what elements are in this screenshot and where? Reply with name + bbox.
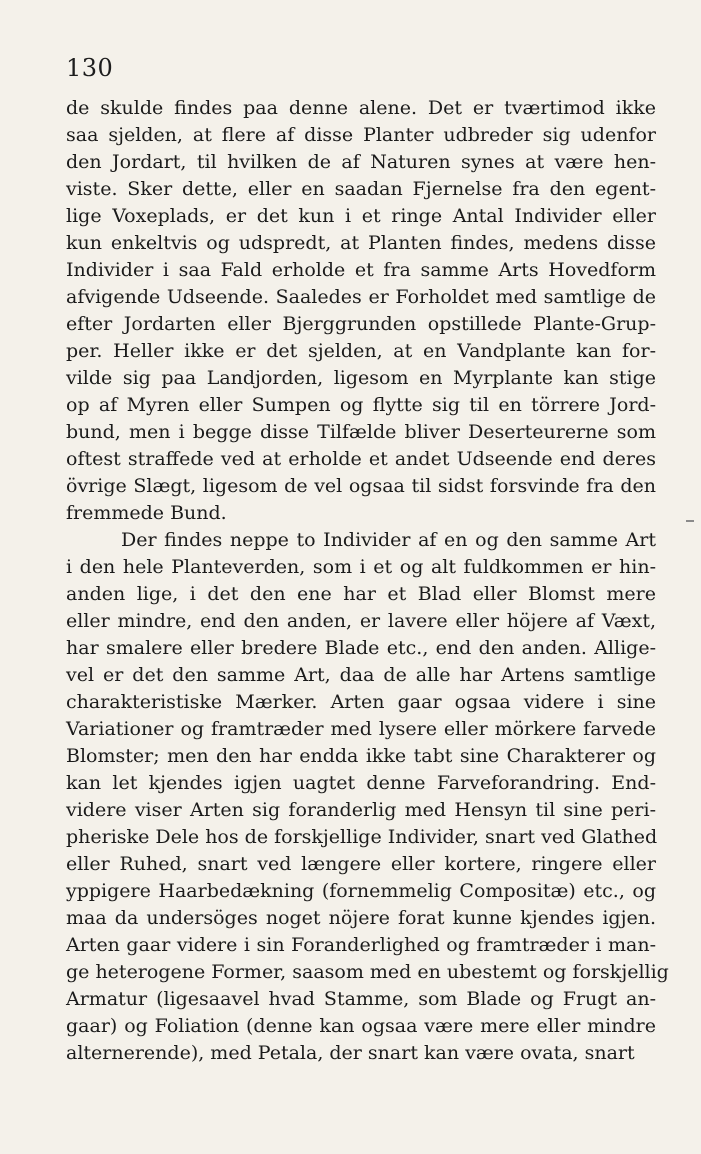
- text-line: per. Heller ikke er det sjelden, at en Vandplante kan for-: [66, 340, 656, 362]
- text-line: vilde sig paa Landjorden, ligesom en Myrplante kan stige: [66, 367, 656, 389]
- text-line: Armatur (ligesaavel hvad Stamme, som Blade og Frugt an-: [66, 988, 656, 1010]
- text-line: övrige Slægt, ligesom de vel ogsaa til sidst forsvinde fra den: [66, 475, 656, 497]
- text-line: bund, men i begge disse Tilfælde bliver Deserteurerne som: [66, 421, 656, 443]
- paragraph-start-line: Der findes neppe to Individer af en og den samme Art: [121, 529, 656, 551]
- text-line: eller mindre, end den anden, er lavere eller höjere af Væxt,: [66, 610, 656, 632]
- text-line: har smalere eller bredere Blade etc., end den anden. Allige-: [66, 637, 656, 659]
- text-line: eller Ruhed, snart ved længere eller kortere, ringere eller: [66, 853, 656, 875]
- text-line: kan let kjendes igjen uagtet denne Farveforandring. End-: [66, 772, 656, 794]
- paragraph-end-line: fremmede Bund.: [66, 502, 227, 524]
- text-line: afvigende Udseende. Saaledes er Forholdet med samtlige de: [66, 286, 656, 308]
- text-line: gaar) og Foliation (denne kan ogsaa være mere eller mindre: [66, 1015, 656, 1037]
- text-line: vel er det den samme Art, daa de alle har Artens samtlige: [66, 664, 656, 686]
- text-line: Blomster; men den har endda ikke tabt sine Charakterer og: [66, 745, 656, 767]
- text-line: yppigere Haarbedækning (fornemmelig Compositæ) etc., og: [66, 880, 656, 902]
- text-line: ge heterogene Former, saasom med en ubestemt og forskjellig: [66, 961, 669, 983]
- text-line: Variationer og framtræder med lysere eller mörkere farvede: [66, 718, 656, 740]
- text-line: kun enkeltvis og udspredt, at Planten findes, medens disse: [66, 232, 656, 254]
- text-line: anden lige, i det den ene har et Blad eller Blomst mere: [66, 583, 656, 605]
- text-line: Individer i saa Fald erholde et fra samme Arts Hovedform: [66, 259, 656, 281]
- text-line: den Jordart, til hvilken de af Naturen synes at være hen-: [66, 151, 656, 173]
- text-line: lige Voxeplads, er det kun i et ringe Antal Individer eller: [66, 205, 656, 227]
- text-line: saa sjelden, at flere af disse Planter udbreder sig udenfor: [66, 124, 656, 146]
- margin-mark: [686, 520, 694, 522]
- text-line: op af Myren eller Sumpen og flytte sig til en törrere Jord-: [66, 394, 656, 416]
- text-line: de skulde findes paa denne alene. Det er tværtimod ikke: [66, 97, 656, 119]
- text-line: oftest straffede ved at erholde et andet Udseende end deres: [66, 448, 656, 470]
- text-line: pheriske Dele hos de forskjellige Individer, snart ved Glathed: [66, 826, 658, 848]
- body-text: [66, 95, 669, 1067]
- text-line: efter Jordarten eller Bjerggrunden opstillede Plante-Grup-: [66, 313, 656, 335]
- text-line: videre viser Arten sig foranderlig med Hensyn til sine peri-: [66, 799, 656, 821]
- text-line: Arten gaar videre i sin Foranderlighed og framtræder i man-: [66, 934, 656, 956]
- text-line: viste. Sker dette, eller en saadan Fjernelse fra den egent-: [66, 178, 656, 200]
- text-line: maa da undersöges noget nöjere forat kunne kjendes igjen.: [66, 907, 656, 929]
- text-line: i den hele Planteverden, som i et og alt fuldkommen er hin-: [66, 556, 656, 578]
- text-line: alternerende), med Petala, der snart kan være ovata, snart: [66, 1042, 635, 1064]
- page-number: 130: [66, 54, 114, 82]
- text-line: charakteristiske Mærker. Arten gaar ogsaa videre i sine: [66, 691, 656, 713]
